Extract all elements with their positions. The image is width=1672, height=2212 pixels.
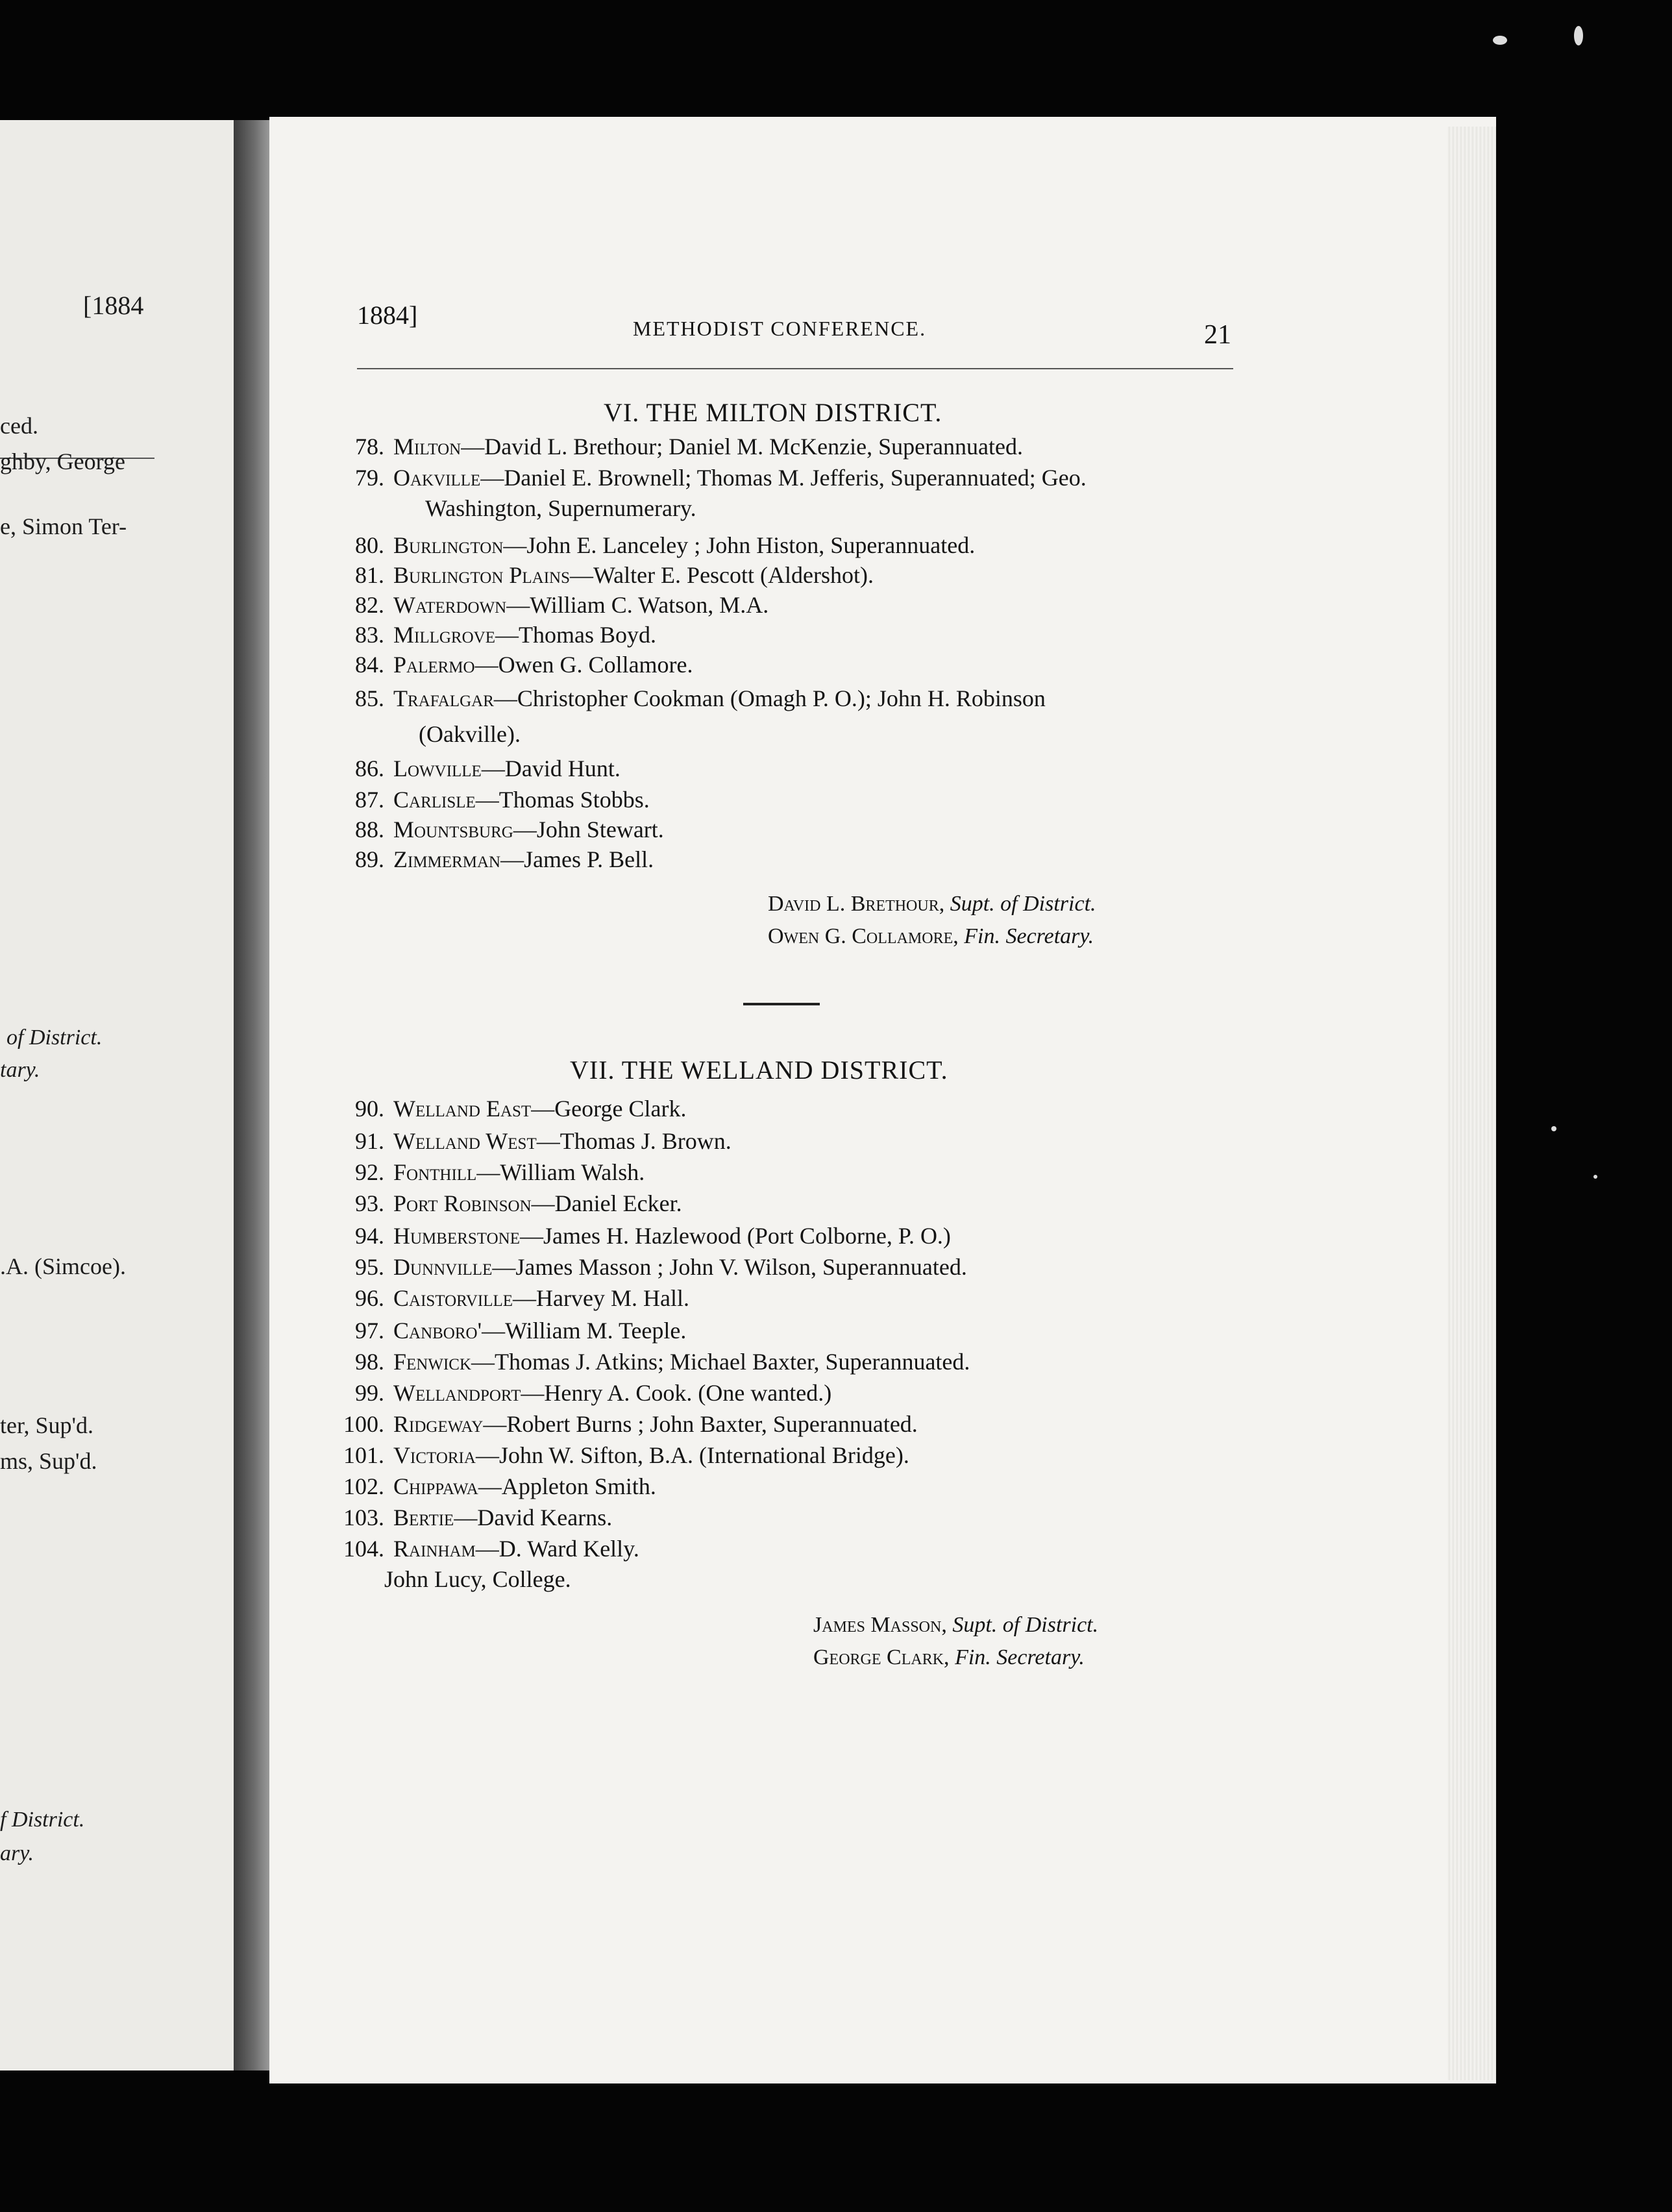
- circuit-name: Welland West: [393, 1128, 537, 1154]
- header-rule: [357, 368, 1233, 369]
- district-entry: [338, 1442, 909, 1468]
- circuit-name: Welland East: [393, 1096, 532, 1122]
- entry-text: —James H. Hazlewood (Port Colborne, P. O.): [520, 1223, 951, 1249]
- district-entry: [338, 1128, 731, 1154]
- district-entry: [338, 787, 650, 813]
- entry-number: 96.: [355, 1285, 384, 1311]
- circuit-name: Trafalgar: [393, 685, 494, 711]
- circuit-name: Milton: [393, 434, 461, 460]
- entry-text: —James Masson ; John V. Wilson, Superannuated.: [492, 1254, 967, 1280]
- entry-number: 98.: [355, 1349, 384, 1375]
- entry-continuation: Washington, Supernumerary.: [425, 495, 696, 521]
- signature-role: Supt. of District.: [950, 892, 1096, 916]
- left-page-fragment-line: ter, Sup'd.: [0, 1412, 94, 1438]
- signature-name: James Masson,: [813, 1613, 947, 1637]
- entry-text: —Daniel E. Brownell; Thomas M. Jefferis, Superannuated; Geo.: [480, 465, 1087, 491]
- entry-text: —Thomas Boyd.: [495, 622, 656, 648]
- district-entry: [338, 1285, 689, 1311]
- entry-text: —Christopher Cookman (Omagh P. O.); John H. Robinson: [493, 685, 1046, 711]
- entry-text: —Appleton Smith.: [478, 1473, 656, 1499]
- district-entry: [338, 1380, 831, 1406]
- entry-number: 85.: [355, 685, 384, 711]
- left-page-fragment-line: ced.: [0, 413, 38, 439]
- signature-name: George Clark,: [813, 1645, 950, 1669]
- circuit-name: Port Robinson: [393, 1190, 532, 1216]
- entry-text: —David Hunt.: [481, 756, 621, 781]
- circuit-name: Ridgeway: [393, 1411, 484, 1437]
- entry-number: 91.: [355, 1128, 384, 1154]
- signature-role: Supt. of District.: [952, 1613, 1099, 1637]
- book-gutter: [234, 120, 269, 2071]
- circuit-name: Bertie: [393, 1505, 454, 1530]
- entry-text: —Daniel Ecker.: [531, 1190, 682, 1216]
- circuit-name: Chippawa: [393, 1473, 478, 1499]
- circuit-name: Dunnville: [393, 1254, 493, 1280]
- circuit-name: Fenwick: [393, 1349, 471, 1375]
- entry-text: —Thomas J. Atkins; Michael Baxter, Superannuated.: [471, 1349, 970, 1375]
- district-entry: [338, 465, 1087, 491]
- circuit-name: Canboro': [393, 1318, 482, 1344]
- entry-number: 80.: [355, 532, 384, 558]
- entry-text: —John E. Lanceley ; John Histon, Superannuated.: [503, 532, 976, 558]
- district-entry: [338, 1411, 918, 1437]
- signature-name: David L. Brethour,: [768, 892, 945, 916]
- entry-text: —David Kearns.: [454, 1505, 613, 1530]
- circuit-name: Mountsburg: [393, 817, 513, 842]
- entry-number: 99.: [355, 1380, 384, 1406]
- entry-text: —D. Ward Kelly.: [475, 1536, 639, 1562]
- district-entry: [338, 756, 621, 781]
- running-head-title: METHODIST CONFERENCE.: [633, 317, 927, 340]
- entry-text: —Thomas Stobbs.: [475, 787, 650, 813]
- circuit-name: Victoria: [393, 1442, 476, 1468]
- entry-continuation: (Oakville).: [419, 721, 521, 747]
- entry-text: —Owen G. Collamore.: [474, 652, 693, 678]
- circuit-name: Oakville: [393, 465, 481, 491]
- district-entry: [338, 1254, 967, 1280]
- entry-number: 90.: [355, 1096, 384, 1122]
- entry-text: —Harvey M. Hall.: [513, 1285, 689, 1311]
- entry-text: —Henry A. Cook. (One wanted.): [521, 1380, 832, 1406]
- signature-name: Owen G. Collamore,: [768, 924, 959, 948]
- dust-speck: [1574, 26, 1583, 45]
- district-entry: [338, 434, 1023, 460]
- circuit-name: Waterdown: [393, 592, 507, 618]
- left-page-header: [1884: [83, 291, 144, 320]
- entry-extra-line: John Lucy, College.: [384, 1566, 571, 1592]
- district-entry: [338, 1096, 686, 1122]
- entry-text: —David L. Brethour; Daniel M. McKenzie, Superannuated.: [461, 434, 1024, 460]
- district-entry: [338, 622, 656, 648]
- circuit-name: Carlisle: [393, 787, 476, 813]
- welland-signature-secretary: [813, 1645, 1085, 1670]
- dust-speck: [1551, 1126, 1556, 1131]
- district-entry: [338, 532, 975, 558]
- entry-number: 103.: [343, 1505, 384, 1530]
- entry-text: —John W. Sifton, B.A. (International Bridge).: [475, 1442, 909, 1468]
- entry-number: 81.: [355, 562, 384, 588]
- circuit-name: Fonthill: [393, 1159, 477, 1185]
- signature-role: Fin. Secretary.: [955, 1645, 1085, 1669]
- district-entry: [338, 1318, 686, 1344]
- milton-district-title: VI. THE MILTON DISTRICT.: [604, 398, 942, 427]
- entry-number: 79.: [355, 465, 384, 491]
- left-page-fragment: [0, 120, 234, 2071]
- left-page-fragment-line: ary.: [0, 1841, 34, 1865]
- district-entry: [338, 1505, 612, 1530]
- entry-text: —Robert Burns ; John Baxter, Superannuated.: [483, 1411, 918, 1437]
- entry-number: 82.: [355, 592, 384, 618]
- entry-number: 83.: [355, 622, 384, 648]
- page-number: 21: [1204, 320, 1231, 350]
- district-entry: [338, 1349, 970, 1375]
- circuit-name: Humberstone: [393, 1223, 521, 1249]
- entry-number: 78.: [355, 434, 384, 460]
- milton-signature-secretary: [768, 924, 1094, 949]
- circuit-name: Burlington Plains: [393, 562, 571, 588]
- dust-speck: [1493, 36, 1507, 45]
- page-edge: [1447, 127, 1496, 2080]
- entry-text: —James P. Bell.: [500, 846, 654, 872]
- circuit-name: Millgrove: [393, 622, 495, 648]
- circuit-name: Wellandport: [393, 1380, 521, 1406]
- circuit-name: Caistorville: [393, 1285, 513, 1311]
- entry-number: 86.: [355, 756, 384, 781]
- entry-text: —Thomas J. Brown.: [536, 1128, 731, 1154]
- welland-district-title: VII. THE WELLAND DISTRICT.: [570, 1055, 948, 1085]
- district-entry: [338, 685, 1046, 711]
- entry-number: 101.: [343, 1442, 384, 1468]
- district-entry: [338, 562, 874, 588]
- circuit-name: Zimmerman: [393, 846, 501, 872]
- entry-text: —John Stewart.: [513, 817, 664, 842]
- district-entry: [338, 1536, 639, 1562]
- entry-text: —Walter E. Pescott (Aldershot).: [570, 562, 874, 588]
- welland-signature-superintendent: [813, 1613, 1098, 1638]
- district-entry: [338, 846, 654, 872]
- section-divider: [743, 1003, 820, 1005]
- left-page-fragment-line: tary.: [0, 1058, 40, 1082]
- running-head-year: 1884]: [357, 301, 418, 330]
- entry-number: 100.: [343, 1411, 384, 1437]
- entry-number: 102.: [343, 1473, 384, 1499]
- entry-number: 88.: [355, 817, 384, 842]
- entry-number: 93.: [355, 1190, 384, 1216]
- entry-number: 95.: [355, 1254, 384, 1280]
- district-entry: [338, 1190, 682, 1216]
- entry-number: 104.: [343, 1536, 384, 1562]
- left-page-fragment-line: of District.: [6, 1026, 103, 1050]
- entry-number: 94.: [355, 1223, 384, 1249]
- district-entry: [338, 652, 693, 678]
- district-entry: [338, 1223, 951, 1249]
- entry-number: 84.: [355, 652, 384, 678]
- entry-text: —William M. Teeple.: [482, 1318, 687, 1344]
- district-entry: [338, 1473, 656, 1499]
- entry-number: 97.: [355, 1318, 384, 1344]
- circuit-name: Rainham: [393, 1536, 476, 1562]
- dust-speck: [1593, 1175, 1597, 1179]
- entry-number: 92.: [355, 1159, 384, 1185]
- entry-number: 87.: [355, 787, 384, 813]
- district-entry: [338, 592, 768, 618]
- entry-text: —William Walsh.: [476, 1159, 645, 1185]
- circuit-name: Palermo: [393, 652, 475, 678]
- left-page-fragment-line: .A. (Simcoe).: [0, 1253, 126, 1279]
- entry-text: —William C. Watson, M.A.: [506, 592, 769, 618]
- entry-number: 89.: [355, 846, 384, 872]
- milton-signature-superintendent: [768, 892, 1096, 916]
- circuit-name: Lowville: [393, 756, 482, 781]
- district-entry: [338, 1159, 645, 1185]
- left-page-fragment-line: e, Simon Ter-: [0, 513, 127, 539]
- signature-role: Fin. Secretary.: [964, 924, 1094, 948]
- entry-text: —George Clark.: [531, 1096, 687, 1122]
- left-page-fragment-line: ghby, George: [0, 449, 125, 474]
- circuit-name: Burlington: [393, 532, 504, 558]
- district-entry: [338, 817, 664, 842]
- left-page-fragment-line: f District.: [0, 1808, 85, 1832]
- left-page-fragment-line: ms, Sup'd.: [0, 1448, 97, 1474]
